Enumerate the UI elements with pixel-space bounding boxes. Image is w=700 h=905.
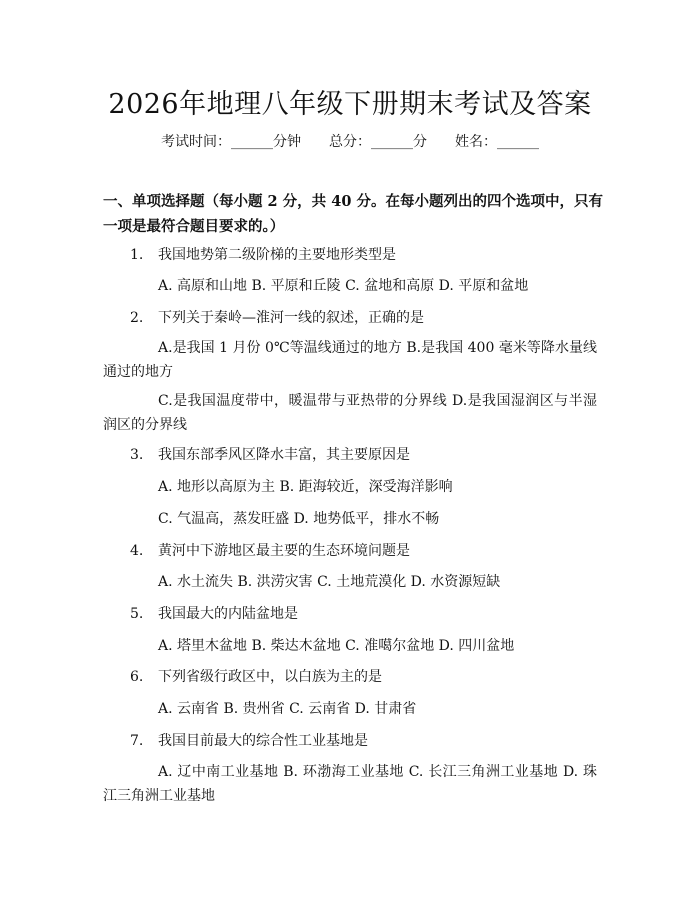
question-options: A. 云南省 B. 贵州省 C. 云南省 D. 甘肃省 [158,701,417,717]
question-number: 4. [130,543,144,559]
section-heading: 一、单项选择题（每小题 2 分，共 40 分。在每小题列出的四个选项中，只有一项是最符合题目要求的。） [103,193,603,235]
question-options: C. 气温高，蒸发旺盛 D. 地势低平，排水不畅 [158,511,440,527]
question-number: 5. [130,606,144,622]
question-number: 1. [130,247,144,263]
question-options: A. 辽中南工业基地 B. 环渤海工业基地 C. 长江三角洲工业基地 D. 珠江三角洲工业基地 [103,764,597,804]
question-stem: 我国东部季风区降水丰富，其主要原因是 [158,447,410,463]
question [130,666,382,686]
question-stem: 下列省级行政区中，以白族为主的是 [158,669,382,685]
question [130,307,424,327]
question [130,444,410,464]
question-number: 3. [130,447,144,463]
question-stem: 黄河中下游地区最主要的生态环境问题是 [158,543,410,559]
exam-time-field: 考试时间：______分钟 [161,134,301,150]
question-stem: 下列关于秦岭—淮河一线的叙述，正确的是 [158,310,424,326]
question-stem: 我国目前最大的综合性工业基地是 [158,733,368,749]
total-score-field: 总分：______分 [329,134,427,150]
question-number: 6. [130,669,144,685]
question-number: 2. [130,310,144,326]
question-options: A. 高原和山地 B. 平原和丘陵 C. 盆地和高原 D. 平原和盆地 [158,278,529,294]
question [130,603,298,623]
question-options: A. 塔里木盆地 B. 柴达木盆地 C. 准噶尔盆地 D. 四川盆地 [158,638,515,654]
question-number: 7. [130,733,144,749]
student-name-field: 姓名：______ [455,134,539,150]
question-options: A.是我国 1 月份 0℃等温线通过的地方 B.是我国 400 毫米等降水量线通过的地方 [103,340,597,380]
question-options: A. 水土流失 B. 洪涝灾害 C. 土地荒漠化 D. 水资源短缺 [158,574,501,590]
page-title: 2026年地理八年级下册期末考试及答案 [108,89,592,120]
question [130,730,368,750]
question-options: C.是我国温度带中，暖温带与亚热带的分界线 D.是我国湿润区与半湿润区的分界线 [103,393,597,433]
exam-meta-line [0,131,700,151]
question-stem: 我国最大的内陆盆地是 [158,606,298,622]
question [130,244,396,264]
question [130,540,410,560]
question-options: A. 地形以高原为主 B. 距海较近，深受海洋影响 [158,479,453,495]
question-stem: 我国地势第二级阶梯的主要地形类型是 [158,247,396,263]
